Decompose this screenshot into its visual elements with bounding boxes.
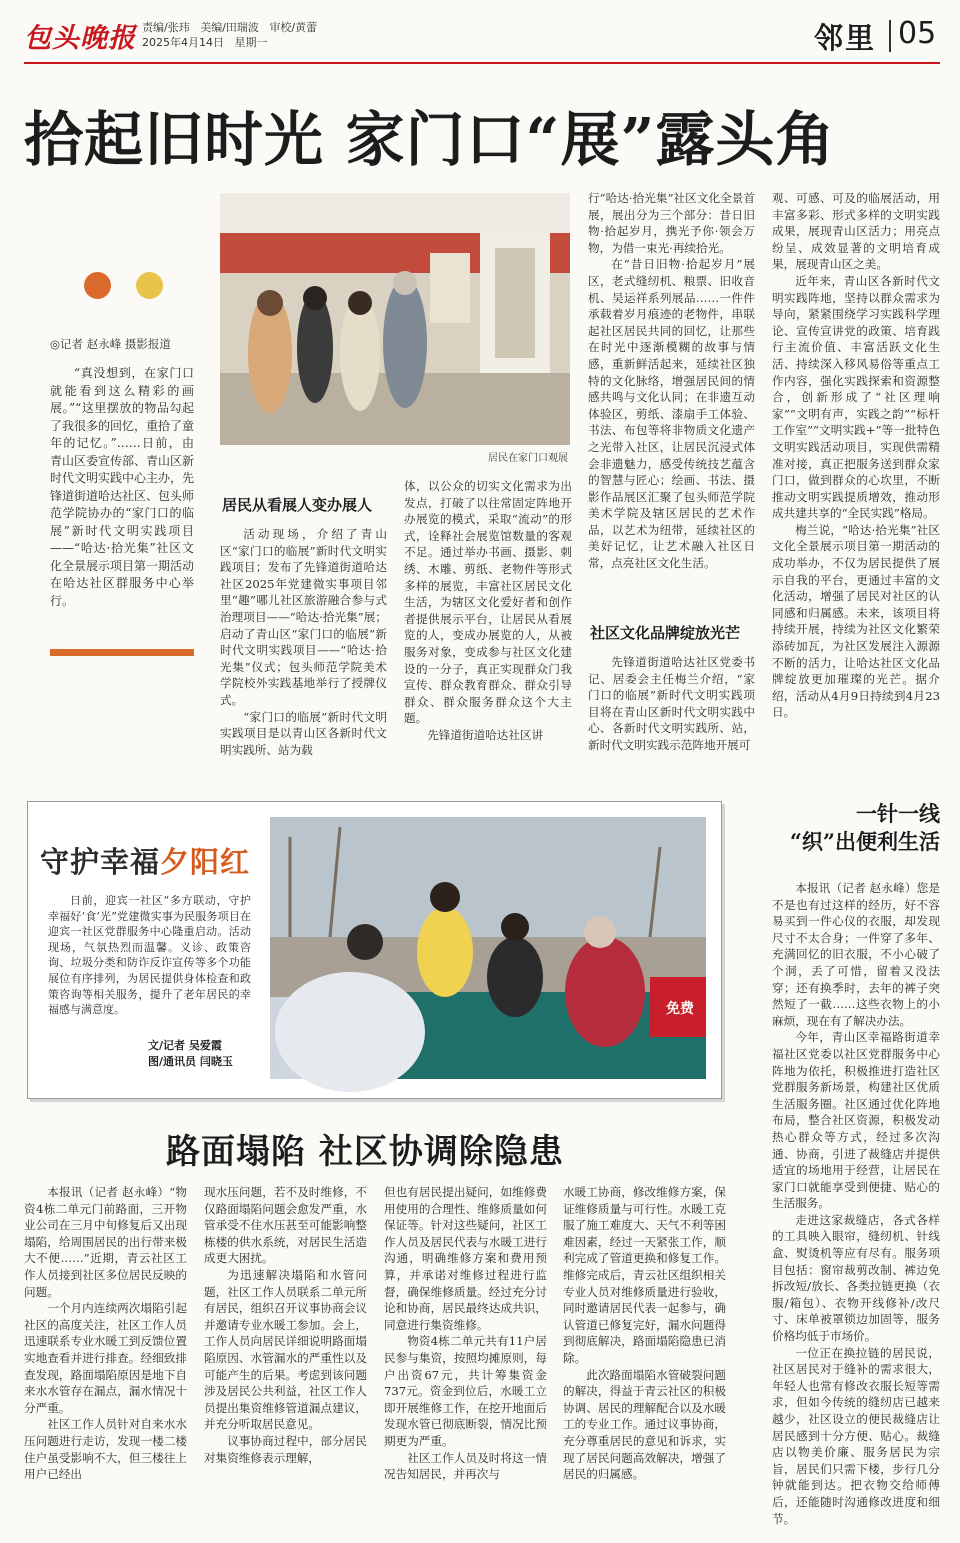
subhead-community-brand: 社区文化品牌绽放光芒 [590,624,741,642]
story1-col1: 活动现场，介绍了青山区“家门口的临展”新时代文明实践项目；发布了先锋道街道哈达社区2025年党建微实事项目邻里“趣”哪儿社区旅游融合参与式治理项目——“哈达·拾光集”展；启动了青山区“家门口的临展”新时代文明实践项目——“哈达·拾光集”仪式；包头师范学院美术学院校外实践基地举行了授牌仪式。 “家门口的临展”新时代文明实践项目是以青山区各新时代文明实践所、站为载 [220,527,387,757]
community-event-photo [270,817,706,1079]
lead-paragraph: “真没想到，在家门口就能看到这么精彩的画展。”“这里摆放的物品勾起了我很多的回忆，重拾了童年的记忆。”……日前，由青山区委宣传部、青山区新时代文明实践中心主办，先锋道街道哈达社区、包头师范学院协办的“家门口的临展”新时代文明实践项目——“哈达·拾光集”社区文化全景展示项目第一期活动在哈达社区群服务中心举行。 [50,366,195,608]
page-number: 05 [898,16,937,51]
masthead-meta [142,20,317,50]
page-headline: 拾起旧时光 家门口“展”露头角 [24,105,836,174]
masthead-rule [24,62,940,64]
sidebar-title-line2: “织”出便利生活 [789,829,940,854]
orange-dot-icon [84,272,111,299]
feature-credits [148,1038,233,1070]
issue-weekday: 星期一 [234,36,268,49]
section-name: 邻里 [814,21,877,55]
story1-col3-top: 行“哈达·拾光集”社区文化全景首展，展出分为三个部分：昔日旧物·拾起岁月，携光予你·领会万物，为借一束光·再续拾光。 在“昔日旧物·拾起岁月”展区，老式缝纫机、粮票、旧收音机、吴运祥系列展品……一件件承载着岁月痕迹的老物件，串联起社区居民共同的回忆，让那些在时光中逐渐模糊的故事与情感，重新鲜活起来，延续社区独特的文化脉络，增强居民间的情感共鸣与文化认同；在非遗互动体验区，剪纸、漆扇手工体验、书法、布包等将非物质文化遗产之光带入社区，让居民沉浸式体会非遗魅力，感受传统技艺蕴含的智慧与匠心；绘画、书法、摄影作品展区汇聚了包头师范学院美术学院及辖区居民的艺术作品，以艺术为纽带，延续社区的美好记忆，让艺术融入社区日常，点亮社区文化生活。 [588,191,755,571]
sidebar-title-line1: 一针一线 [856,801,940,826]
byline: ◎记者 赵永峰 摄影报道 [50,337,171,351]
main-photo [220,193,570,445]
feature-body: 日前，迎宾一社区“多方联动，守护幸福好‘食’光”党建微实事为民服务项目在迎宾一社区党群服务中心隆重启动。活动现场，气氛热烈而温馨。义诊、政策咨询、垃圾分类和防诈反诈宣传等多个功能展位有序排列，为居民提供身体检查和政策咨询等相关服务，提升了老年居民的幸福感与满意度。 [48,894,251,1017]
story2-col2: 现水压问题，若不及时维修，不仅路面塌陷问题会愈发严重，水管承受不住水压甚至可能影响整栋楼的供水系统，对居民生活造成更大困扰。 为迅速解决塌陷和水管问题，社区工作人员联系二单元所有居民，组织召开议事协商会议并邀请专业水暖工参加。会上，工作人员向居民详细说明路面塌陷原因、水管漏水的严重性以及可能产生的后果。考虑到该问题涉及居民公共利益，社区工作人员提出集资维修管道漏点建议，并充分听取居民意见。 议事协商过程中，部分居民对集资维修表示理解， [204,1185,367,1465]
editor-credit: 责编/张玮 [142,21,190,34]
story1-col3-bottom: 先锋道街道哈达社区党委书记、居委会主任梅兰介绍，“家门口的临展”新时代文明实践项目将在青山区新时代文明实践中心、各新时代文明实践所、站，新时代文明实践示范阵地开展可 [588,655,755,752]
story2-col1: 本报讯（记者 赵永峰）“物资4栋二单元门前路面，三开物业公司在三月中旬修复后又出现塌陷，给周围居民的出行带来极大不便……”近期，青云社区工作人员接到社区多位居民反映的问题。 一个月内连续两次塌陷引起社区的高度关注，社区工作人员迅速联系专业水暖工到反馈位置实地查看并进行排查。经细致排查发现，路面塌陷原因是地下自来水水管存在漏点，漏水情况十分严重。 社区工作人员针对自来水水压问题进行走访，发现一楼二楼住户虽受影响不大，但三楼往上用户已经出 [24,1185,187,1482]
newspaper-logo: 包头晚报 [24,23,136,54]
sidebar-body: 本报讯（记者 赵永峰）您是不是也有过这样的经历，好不容易买到一件心仪的衣服，却发现尺寸不太合身；一件穿了多年、充满回忆的旧衣服，不小心破了个洞，丢了可惜，留着又没法穿；还有换季时，去年的裤子突然短了一截……这些衣物上的小麻烦，现在有了解决办法。 今年，青山区幸福路街道幸福社区党委以社区党群服务中心阵地为依托，积极推进打造社区党群服务新场景，构建社区优质生活服务圈。社区通过优化阵地布局，整合社区资源，积极发动热心群众等方式，经过多次沟通、协商，引进了裁缝店并提供适宜的场地用于经营，让居民在家门口就能享受到便捷、贴心的生活服务。 走进这家裁缝店，各式各样的工具映入眼帘，缝纫机、针线盒、熨烫机等应有尽有。服务项目包括：窗帘裁剪改制、裤边免拆改短/放长、各类拉链更换（衣服/箱包）、衣物开线修补/改尺寸、床单被罩锁边加固等，服务价格均低于市场价。 一位正在换拉链的居民说，社区居民对于缝补的需求很大，年轻人也常有修改衣服长短等需求，但如今传统的缝纫店已越来越少，社区设立的便民裁缝店让居民感到十分方便、贴心。裁缝店以物美价廉、服务居民为宗旨，居民们只需下楼，步行几分钟就能到达。把衣物交给师傅后，还能随时沟通修改进度和细节。 [772,881,940,1526]
story2-col3: 但也有居民提出疑问，如维修费用使用的合理性、维修质量如何保证等。针对这些疑问，社区工作人员及居民代表与水暖工进行沟通，明确维修方案和费用预算，并承诺对维修过程进行监督，确保维修质量。经过充分讨论和协商，居民最终达成共识，同意进行集资维修。 物资4栋二单元共有11户居民参与集资，按照均摊原则，每户出资67元，共计筹集资金737元。资金到位后，水暖工立即开展维修工作，在挖开地面后发现水管已彻底断裂，情况比预期更为严重。 社区工作人员及时将这一情况告知居民，并再次与 [384,1185,547,1482]
story1-col4: 观、可感、可及的临展活动，用丰富多彩、形式多样的文明实践成果，展现青山区活力；用亮点纷呈、成效显著的文明培育成果，展现青山区之美。 近年来，青山区各新时代文明实践阵地，坚持以群众需求为导向，紧紧围绕学习实践科学理论、宣传宣讲党的政策、培育践行主流价值、丰富活跃文化生活、持续深入移风易俗等重点工作内容，强化实践探索和资源整合，创新形成了“社区理响家”“文明有声，实践之韵”“标杆工作室”“文明实践+”等一批特色文明实践活动项目，实现供需精准对接，真正把服务送到群众家门口，做到群众的心坎里，不断推动文明实践提质增效，推动形成共建共享的“全民实践”格局。 梅兰说，“哈达·拾光集”社区文化全景展示项目第一期活动的成功举办，不仅为居民提供了展示自我的平台，更通过丰富的文化活动，增强了居民对社区的认同感和归属感。未来，该项目将持续开展，持续为社区文化繁荣添砖加瓦，为社区发展注入源源不断的活力，让哈达社区文化品牌绽放更加璀璨的光芒。据介绍，活动从4月9日持续到4月23日。 [772,191,940,720]
issue-date: 2025年4月14日 [142,36,224,49]
designer-credit: 美编/田瑞波 [200,21,259,34]
feature-title-main: 守护幸福 [40,845,161,879]
exhibition-photo [220,193,570,445]
story2-headline: 路面塌陷 社区协调除隐患 [166,1132,564,1172]
proofreader-credit: 审校/黄蕾 [269,21,318,34]
subhead-viewer-to-organizer: 居民从看展人变办展人 [222,496,373,514]
feature-title [40,840,250,881]
feature-photo [270,817,706,1079]
feature-title-accent: 夕阳红 [160,845,251,879]
free-sign-text: 免费 [666,1001,694,1017]
lead-accent-bar [50,649,194,656]
main-photo-caption: 居民在家门口观展 [488,453,568,464]
feature-credit-writer: 文/记者 吴爱霞 [148,1039,222,1052]
sidebar-title [772,800,940,856]
story1-col2: 体，以公众的切实文化需求为出发点，打破了以往常固定阵地开办展览的模式，采取“流动”的形式，诠释社会展览馆数量的客观不足。通过举办书画、摄影、刺绣、木雕、剪纸、老物件等形式多样的展览，丰富社区居民文化生活，为辖区文化爱好者和创作者提供展示平台，让居民从看展览的人，变成办展览的人，从被服务对象，变成参与社区文化建设的一分子，真正实现群众门我宣传、群众教育群众、群众引导群众、群众服务群众这个大主题。 先锋道街道哈达社区讲 [404,479,572,742]
section-divider [889,20,891,52]
story2-col4: 水暖工协商，修改维修方案，保证维修质量与可行性。水暖工克服了施工难度大、天气不利等困难因素，经过一天紧张工作，顺利完成了管道更换和修复工作。维修完成后，青云社区组织相关专业人员对维修质量进行验收，同时邀请居民代表一起参与，确认管道已修复完好，漏水问题得到彻底解决，路面塌陷隐患已消除。 此次路面塌陷水管破裂问题的解决，得益于青云社区的积极协调、居民的理解配合以及水暖工的专业工作。通过议事协商，充分尊重居民的意见和诉求，实现了居民问题高效解决，增强了居民的归属感。 [563,1185,726,1482]
feature-credit-photo: 图/通讯员 闫晓玉 [148,1055,233,1068]
yellow-dot-icon [136,272,163,299]
